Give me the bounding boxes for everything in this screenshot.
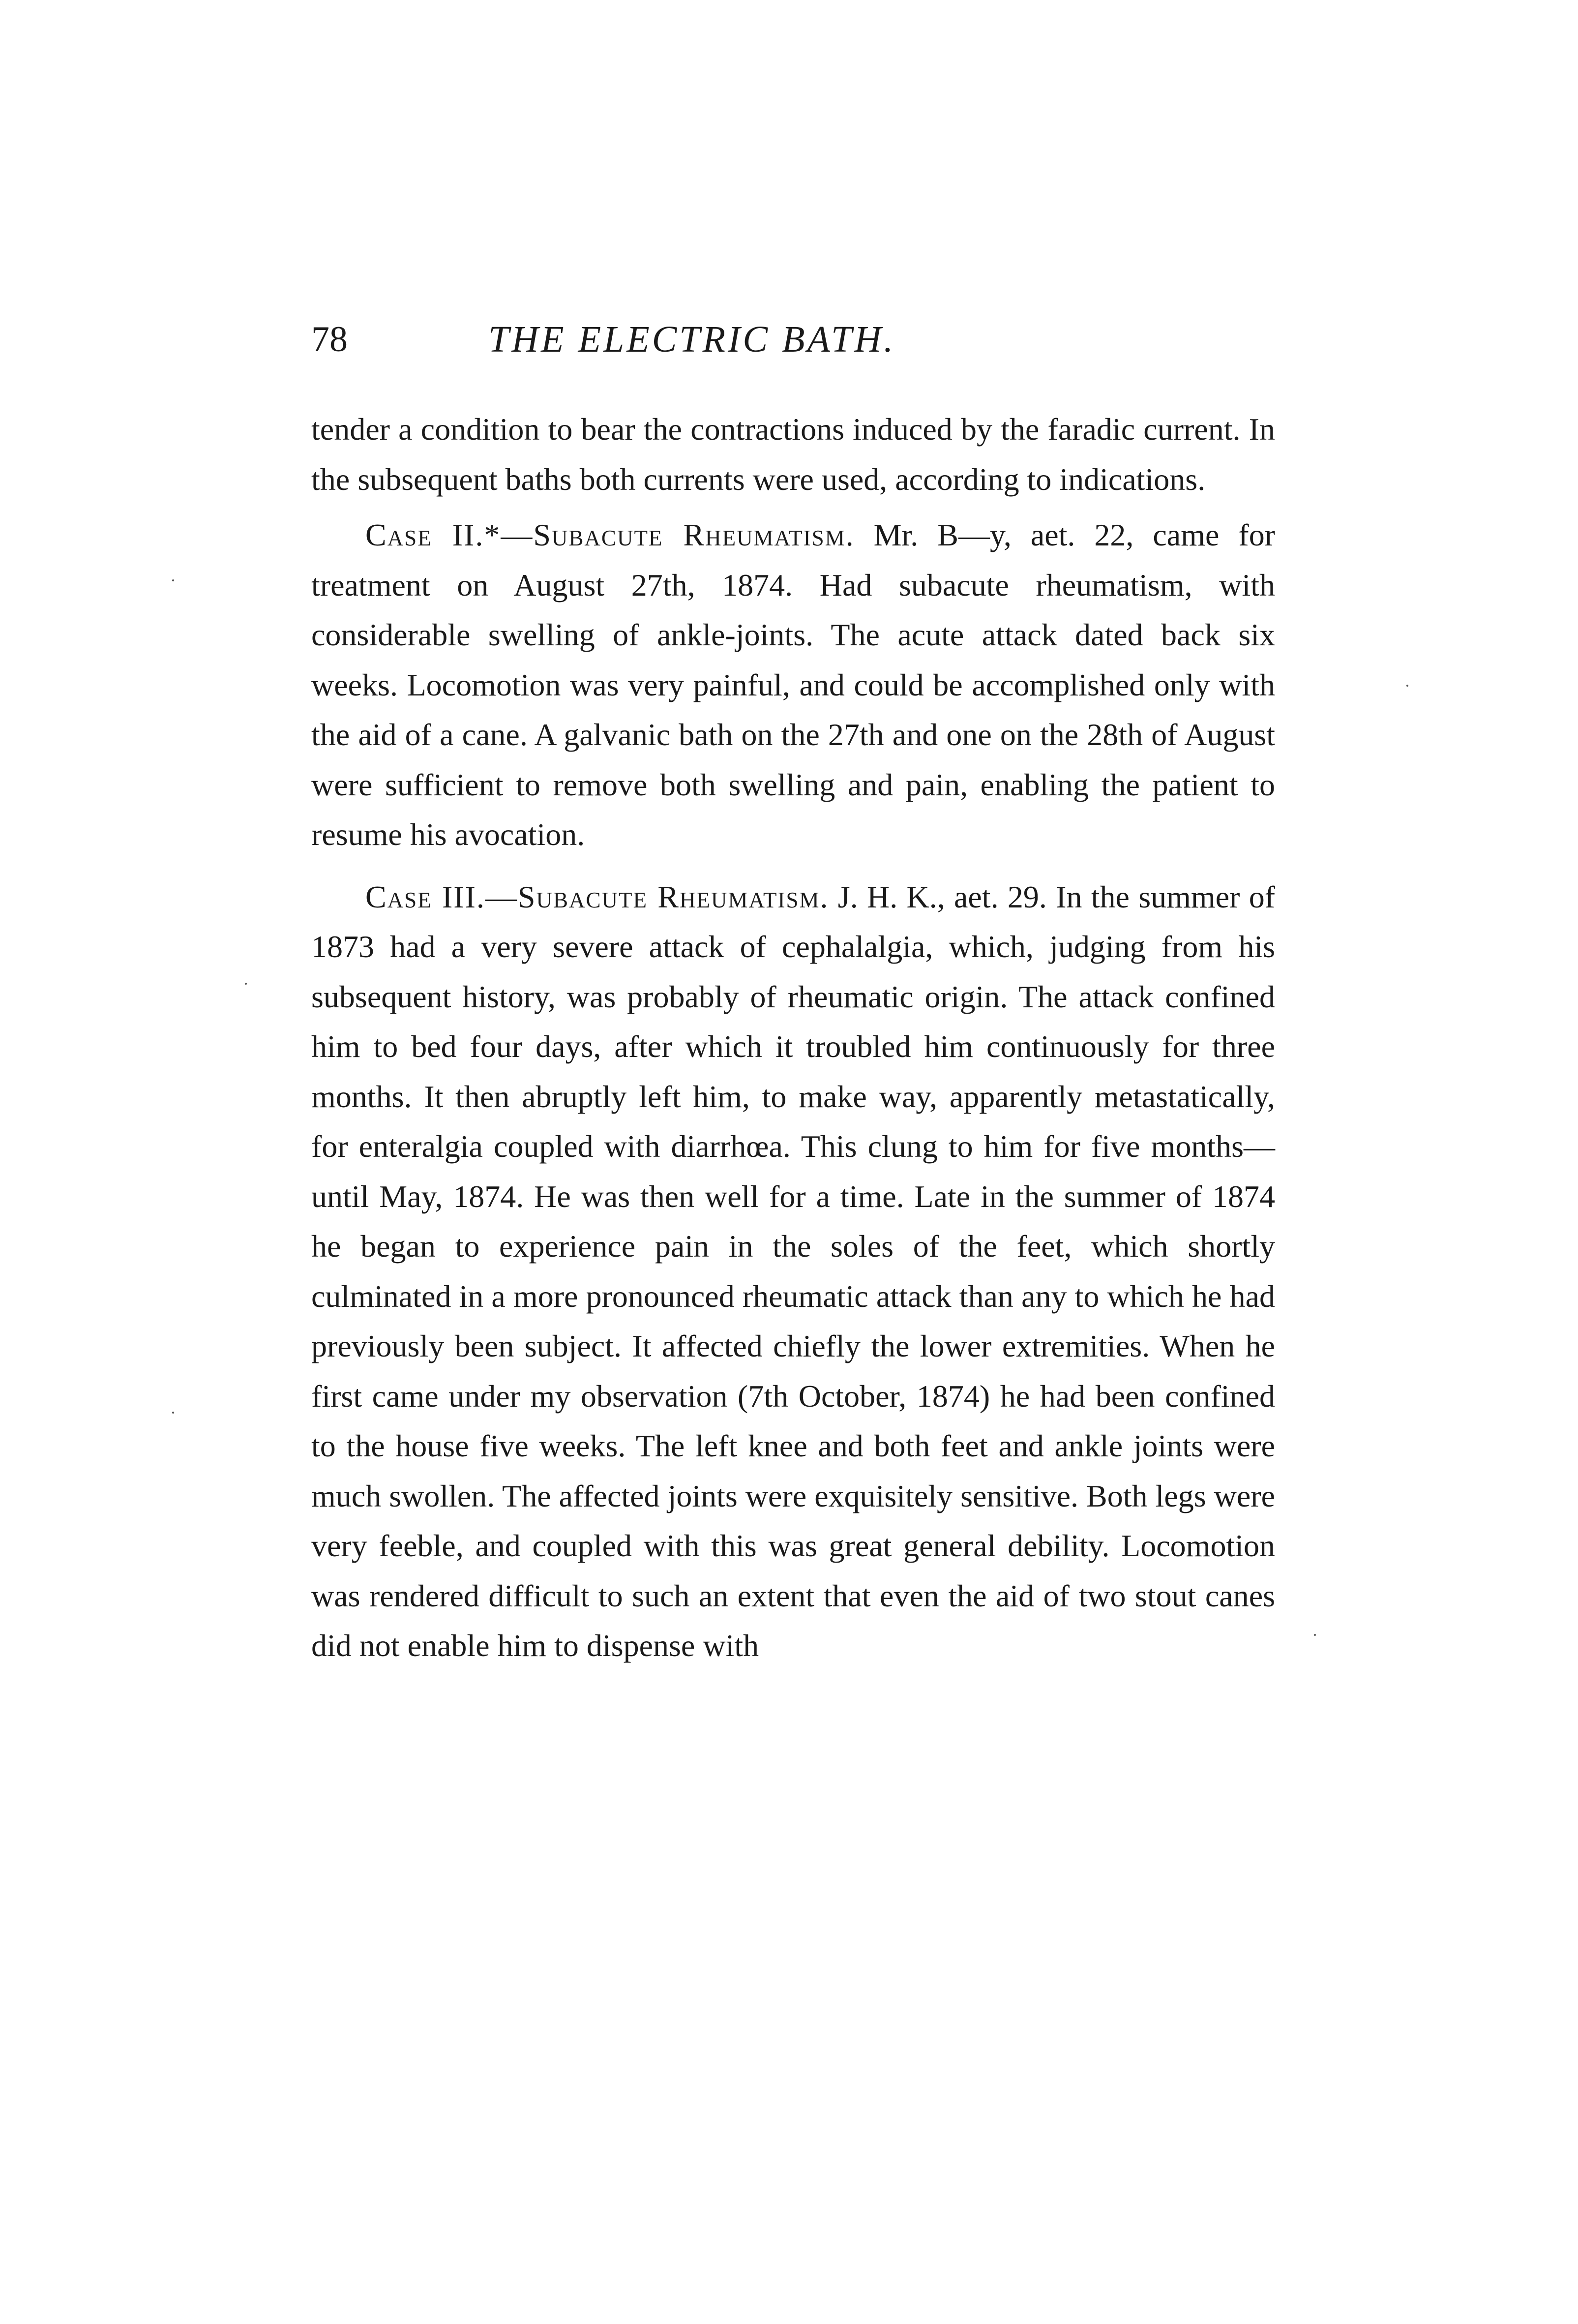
case-2-title: Subacute Rheumatism. bbox=[533, 517, 855, 552]
body-text bbox=[311, 404, 1275, 1671]
case-3-label: Case III.— bbox=[365, 879, 518, 914]
page-number: 78 bbox=[311, 319, 348, 360]
scan-speck bbox=[1406, 685, 1408, 687]
scan-speck bbox=[245, 983, 247, 985]
case-3-title: Subacute Rheumatism. bbox=[517, 879, 829, 914]
page-header bbox=[311, 315, 1275, 364]
scan-speck bbox=[1314, 1634, 1316, 1636]
scan-speck bbox=[172, 1412, 174, 1414]
scan-speck bbox=[172, 579, 174, 581]
case-2-body: Mr. B—y, aet. 22, came for treatment on August 27th, 1874. Had subacute rheumatism, with considerable swelling of ankle-joints. The acute attack dated back six weeks. Locomotion was very painful, and could be accomplished only with the aid of a cane. A galvanic bath on the 27th and one on the 28th of August were sufficient to remove both swelling and pain, enabling the patient to resume his avocation. bbox=[311, 517, 1276, 852]
paragraph-case-2 bbox=[311, 510, 1275, 860]
case-2-label: Case II.*— bbox=[365, 517, 534, 552]
paragraph-case-3 bbox=[311, 872, 1275, 1671]
paragraph-continuation: tender a condition to bear the contractions induced by the faradic current. In the subsequent baths both currents were used, according to indications. bbox=[311, 412, 1275, 497]
case-3-body: J. H. K., aet. 29. In the summer of 1873 had a very severe attack of cephalalgia, which, judging from his subsequent history, was probably of rheumatic origin. The attack confined him to bed four days, after which it troubled him continuously for three months. It then abruptly left him, to make way, apparently metastatically, for enteralgia coupled with diarrhœa. This clung to him for five months—until May, 1874. He was then well for a time. Late in the summer of 1874 he began to experience pain in the soles of the feet, which shortly culminated in a more pronounced rheumatic attack than any to which he had previously been subject. It affected chiefly the lower extremities. When he first came under my observation (7th October, 1874) he had been confined to the house five weeks. The left knee and both feet and ankle joints were much swollen. The affected joints were exquisitely sensitive. Both legs were very feeble, and coupled with this was great general debility. Locomotion was rendered difficult to such an extent that even the aid of two stout canes did not enable him to dispense with bbox=[311, 879, 1276, 1663]
running-title: THE ELECTRIC BATH. bbox=[488, 319, 896, 360]
